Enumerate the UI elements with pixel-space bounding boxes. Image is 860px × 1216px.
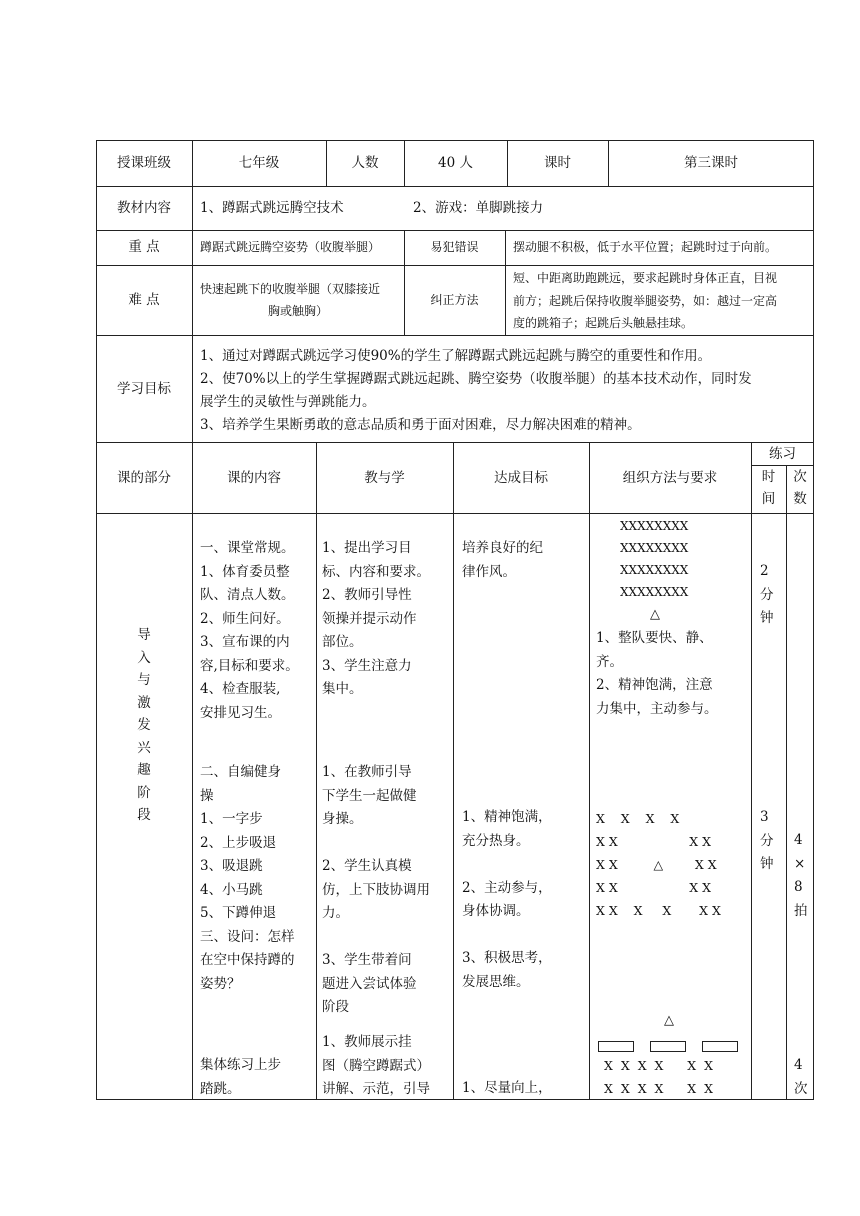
content-item-1: 1、蹲踞式跳远腾空技术 — [200, 200, 344, 216]
row-divider — [96, 186, 814, 187]
teach-block-warmup: 1、在教师引导 下学生一起做健 身操。 2、学生认真模 仿，上下肢协调用 力。 3、学生带着问 题进入尝试体验 阶段 — [322, 764, 430, 1015]
col-divider — [751, 442, 752, 1100]
row-divider — [96, 513, 814, 514]
content-block-warmup: 二、自编健身 操 1、一字步 2、上步吸退 3、吸退跳 4、小马跳 5、下蹲伸退 三、设问：怎样 在空中保持蹲的 姿势？ — [200, 764, 295, 992]
reps-practice: 4 次 — [794, 1057, 808, 1097]
col-divider — [786, 465, 787, 1100]
common-error-label: 易犯错误 — [430, 240, 479, 254]
org-warmup-formation: X X X X X X X X X X △ X X X X X X X X X X X X — [596, 811, 721, 918]
teach-block-routine: 1、提出学习目 标、内容和要求。 2、教师引导性 领操并提示动作 部位。 3、学生注意力 集中。 — [322, 540, 430, 697]
col-header-teach: 教与学 — [364, 470, 405, 486]
content-label: 教材内容 — [117, 200, 171, 216]
formation-row: XXXXXXXX — [620, 585, 689, 599]
formation-row: XXXXXXXX — [620, 541, 689, 555]
col-header-reps: 次 数 — [793, 469, 807, 507]
teacher-marker: △ — [664, 1013, 674, 1028]
col-divider — [589, 442, 590, 1100]
col-divider — [505, 230, 506, 335]
objective-line1: 1、通过对蹲踞式跳远学习使90%的学生了解蹲踞式跳远起跳与腾空的重要性和作用。 — [200, 348, 712, 364]
teacher-marker: △ — [650, 607, 660, 622]
class-label: 授课班级 — [117, 155, 171, 171]
col-header-content: 课的内容 — [227, 470, 281, 486]
row-divider — [96, 442, 814, 443]
difficulty-value-line2: 胸或触胸） — [267, 304, 328, 318]
common-error-value: 摆动腿不积极，低于水平位置；起跳时过于向前。 — [513, 240, 778, 254]
key-point-label: 重 点 — [128, 239, 160, 255]
jump-box — [702, 1041, 738, 1052]
period-label: 课时 — [544, 155, 571, 171]
key-point-value: 蹲踞式跳远腾空姿势（收腹举腿） — [200, 240, 381, 254]
row-divider — [96, 230, 814, 231]
time-warmup: 3 分 钟 — [760, 809, 774, 872]
col-header-org: 组织方法与要求 — [622, 470, 718, 486]
count-value: 40 人 — [438, 155, 473, 171]
difficulty-label: 难 点 — [128, 292, 160, 308]
objectives-label: 学习目标 — [117, 381, 171, 397]
goal-block-routine: 培养良好的纪 律作风。 — [462, 540, 543, 580]
org-block-routine: 1、整队要快、静、 齐。 2、精神饱满，注意 力集中，主动参与。 — [596, 630, 718, 717]
objective-line2: 2、使70%以上的学生掌握蹲踞式跳远起跳、腾空姿势（收腹举腿）的基本技术动作，同时发 — [200, 371, 752, 387]
correction-line1: 短、中距离助跑跳远，要求起跳时身体正直，目视 — [513, 271, 778, 285]
row-divider — [96, 335, 814, 336]
content-block-practice: 集体练习上步 踏跳。 — [200, 1057, 281, 1097]
org-practice-formation: X X X X X X X X X X X X — [604, 1058, 714, 1096]
formation-row: XXXXXXXX — [620, 519, 689, 533]
content-item-2: 2、游戏：单脚跳接力 — [413, 200, 544, 216]
col-divider — [453, 442, 454, 1100]
content-block-routine: 一、课堂常规。 1、体育委员整 队、清点人数。 2、师生问好。 3、宣布课的内 容,目标和要求。 4、检查服装, 安排见习生。 — [200, 540, 299, 721]
time-routine: 2 分 钟 — [760, 563, 774, 626]
difficulty-value-line1: 快速起跳下的收腹举腿（双膝接近 — [200, 282, 381, 296]
col-divider — [316, 442, 317, 1100]
objective-line4: 3、培养学生果断勇敢的意志品质和勇于面对困难，尽力解决困难的精神。 — [200, 417, 641, 433]
col-header-time: 时 间 — [761, 469, 776, 507]
col-header-goal: 达成目标 — [494, 470, 548, 486]
row-divider — [96, 265, 814, 266]
period-value: 第三课时 — [684, 155, 738, 171]
section-name: 导 入 与 激 发 兴 趣 阶 段 — [137, 627, 151, 823]
correction-line3: 度的跳箱子；起跳后头触悬挂球。 — [513, 316, 694, 330]
col-header-part: 课的部分 — [117, 470, 171, 486]
class-value: 七年级 — [238, 155, 280, 171]
correction-line2: 前方；起跳后保持收腹举腿姿势，如：越过一定高 — [513, 294, 778, 308]
col-divider — [192, 140, 193, 1100]
teach-block-practice: 1、教师展示挂 图（腾空蹲踞式） 讲解、示范，引导 — [322, 1034, 430, 1097]
goal-block-practice: 1、尽量向上， — [462, 1080, 552, 1096]
objective-line3: 展学生的灵敏性与弹跳能力。 — [200, 394, 376, 410]
col-header-practice: 练习 — [769, 446, 796, 462]
correction-label: 纠正方法 — [430, 293, 479, 307]
count-label: 人数 — [351, 155, 379, 171]
formation-row: XXXXXXXX — [620, 563, 689, 577]
goal-block-warmup: 1、精神饱满， 充分热身。 2、主动参与， 身体协调。 3、积极思考， 发展思维。 — [462, 809, 552, 990]
jump-box — [650, 1041, 686, 1052]
reps-warmup: 4 × 8 拍 — [794, 832, 808, 919]
jump-box — [598, 1041, 634, 1052]
